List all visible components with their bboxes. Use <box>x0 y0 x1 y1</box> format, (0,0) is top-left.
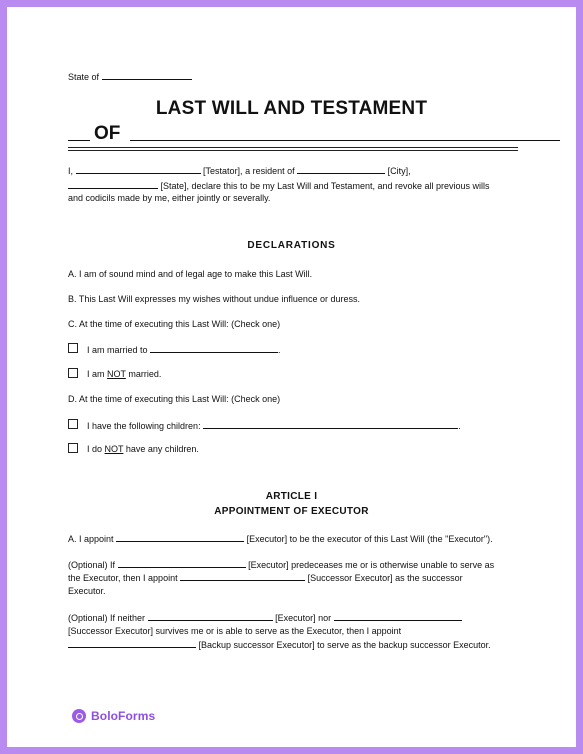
document-title: LAST WILL AND TESTAMENT <box>155 98 428 119</box>
state-field-blank <box>68 179 158 189</box>
declaration-c: C. At the time of executing this Last Will: (Check one) <box>68 319 281 329</box>
no-children-checkbox[interactable] <box>68 443 78 453</box>
optional-backup-line-1: (Optional) If neither [Executor] nor <box>68 611 462 624</box>
state-line <box>68 70 192 83</box>
executor-blank <box>116 532 244 542</box>
optional-backup-line-3: [Backup successor Executor] to serve as the backup successor Executor. <box>68 638 491 651</box>
header-rule-2 <box>68 150 518 151</box>
intro-line-2: [State], declare this to be my Last Will and Testament, and revoke all previous wills <box>68 179 490 192</box>
children-blank <box>203 419 458 429</box>
executor-blank-3 <box>148 611 273 621</box>
intro-line-3: and codicils made by me, either jointly or severally. <box>68 193 271 203</box>
article-1-heading: ARTICLE I <box>265 491 318 502</box>
declaration-b: B. This Last Will expresses my wishes without undue influence or duress. <box>68 294 360 304</box>
boloforms-logo <box>72 709 155 723</box>
spouse-blank <box>150 343 278 353</box>
boloforms-logo-icon <box>72 709 86 723</box>
declaration-d: D. At the time of executing this Last Will: (Check one) <box>68 394 281 404</box>
state-blank <box>102 70 192 80</box>
intro-line-1: I, [Testator], a resident of [City], <box>68 166 411 176</box>
backup-executor-blank <box>68 638 196 648</box>
optional-successor-line-3: Executor. <box>68 586 106 596</box>
optional-successor-line-2: the Executor, then I appoint [Successor Executor] as the successor <box>68 573 463 583</box>
children-checkbox[interactable] <box>68 419 78 429</box>
children-option: I have the following children: . <box>87 421 461 431</box>
title-of-line <box>68 120 518 144</box>
title-of-label: OF <box>94 123 121 144</box>
married-option: I am married to . <box>87 345 281 355</box>
optional-successor-line-1: (Optional) If [Executor] predeceases me or is otherwise unable to serve as <box>68 560 495 570</box>
declaration-a: A. I am of sound mind and of legal age to make this Last Will. <box>68 269 313 279</box>
executor-blank-2 <box>118 558 246 568</box>
successor-blank-2 <box>334 611 462 621</box>
successor-executor-blank <box>180 571 305 581</box>
boloforms-logo-text: BoloForms <box>91 709 156 723</box>
article-1-subheading: APPOINTMENT OF EXECUTOR <box>214 506 369 517</box>
state-label: State of <box>68 72 100 82</box>
married-checkbox[interactable] <box>68 343 78 353</box>
not-married-option: I am NOT married. <box>87 369 162 379</box>
executor-line: A. I appoint [Executor] to be the executor of this Last Will (the "Executor"). <box>68 534 493 544</box>
no-children-option: I do NOT have any children. <box>87 444 199 454</box>
not-married-checkbox[interactable] <box>68 368 78 378</box>
optional-backup-line-2: [Successor Executor] survives me or is able to serve as the Executor, then I appoint <box>68 626 402 636</box>
testator-name-blank <box>130 130 560 141</box>
city-blank <box>297 164 385 174</box>
testator-blank <box>76 164 201 174</box>
declarations-heading: DECLARATIONS <box>247 240 336 251</box>
header-rule-1 <box>68 147 518 148</box>
